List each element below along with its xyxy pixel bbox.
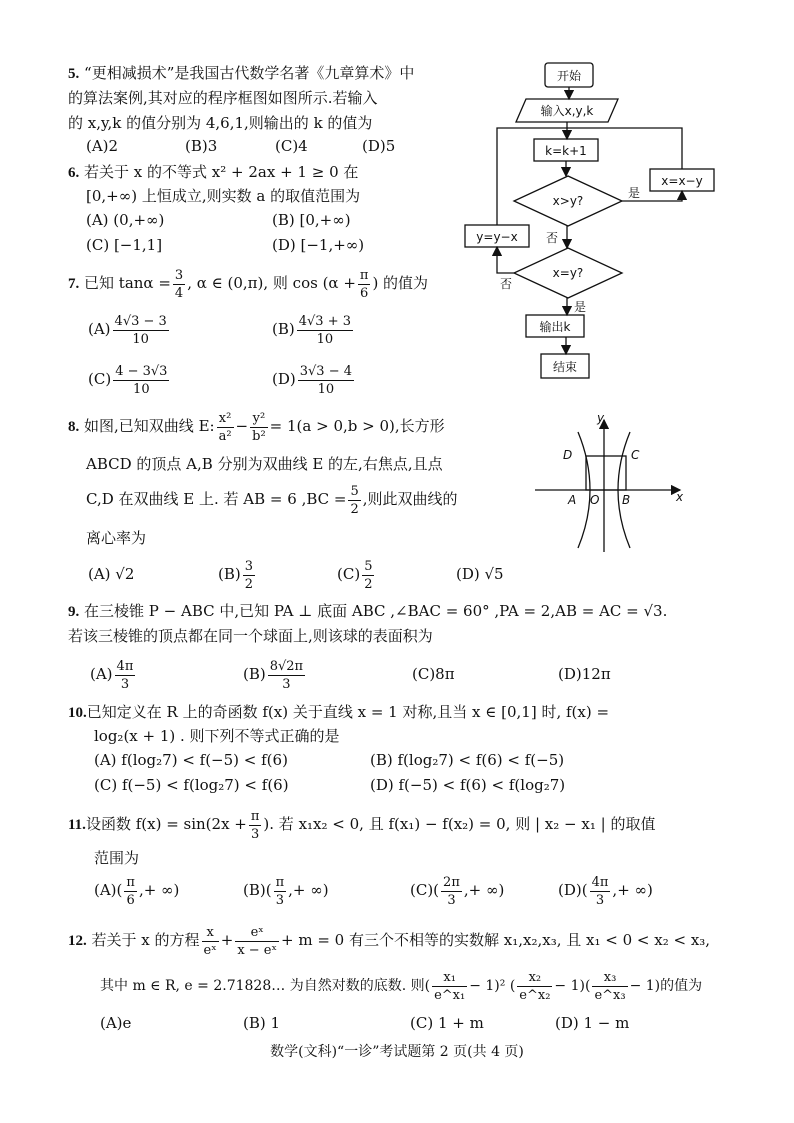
- q8-stem-b: = 1(a > 0,b > 0),长方形: [269, 417, 445, 435]
- flow-no1-label: 否: [545, 231, 559, 245]
- q6-stem-1: 若关于 x 的不等式 x² + 2ax + 1 ≥ 0 在: [84, 163, 359, 181]
- q9-number: 9.: [68, 604, 80, 620]
- origin-label: O: [590, 493, 600, 507]
- q7-option-d: (D) $\frac{3√3 - 4}{10}$: [272, 363, 352, 397]
- q6-line2: [0,+∞) 上恒成立,则实数 a 的取值范围为: [86, 187, 361, 205]
- flow-yes1-label: 是: [627, 186, 641, 200]
- q6-number: 6.: [68, 165, 80, 181]
- q7-option-c: (C) $\frac{4 - 3√3}{10}$: [88, 363, 168, 397]
- flow-k-step-label: k=k+1: [545, 144, 587, 158]
- q8-number: 8.: [68, 419, 80, 435]
- page-footer: 数学(文科)“一诊”考试题第 2 页(共 4 页): [270, 1044, 524, 1060]
- q11-stem: 11.设函数 f(x) = sin(2x + $\frac{\pi}{3}$ ). 若 x₁x₂ < 0, 且 f(x₁) − f(x₂) = 0, 则 | x₂ − x₁ | 的取值: [68, 808, 656, 842]
- q12-line2: 其中 m ∈ R, e = 2.71828… 为自然对数的底数. 则( $\frac{\text{x₁}}{\text{e\textasciicircum{}x₁}}$ − 1)² ( $\frac{\text{x₂}}{\text{e\textasciicircum{}x₂}}$ − 1)( $\frac{\text{x₃}}{\text{e\textasciicircum{}x₃}}$ − 1)的值为: [100, 969, 703, 1003]
- q8-option-a: (A) √2: [88, 565, 135, 583]
- q9-option-c: (C)8π: [412, 665, 455, 683]
- q8-option-b: (B) $\frac{3}{2}$: [218, 558, 254, 592]
- q9-line2: 若该三棱锥的顶点都在同一个球面上,则该球的表面积为: [68, 627, 433, 645]
- q7-pi-fraction: $\frac{\pi}{6}$: [359, 267, 369, 301]
- q12-number: 12.: [68, 933, 87, 949]
- q6-option-a: (A) (0,+∞): [86, 211, 165, 229]
- q10-line2: log₂(x + 1) . 则下列不等式正确的是: [94, 727, 340, 745]
- q8-line3: C,D 在双曲线 E 上. 若 AB = 6 ,BC = $\frac{5}{2}$ ,则此双曲线的: [86, 483, 458, 517]
- q11-number: 11.: [68, 817, 86, 833]
- flow-start-label: 开始: [556, 69, 582, 83]
- y-axis-label: y: [597, 412, 605, 425]
- q7-stem-b: , α ∈ (0,π), 则 cos (α +: [187, 274, 356, 292]
- q12-option-b: (B) 1: [243, 1014, 281, 1032]
- q5-line2: 的算法案例,其对应的程序框图如图所示.若输入: [68, 89, 378, 107]
- flow-output-label: 输出k: [539, 320, 571, 334]
- q11-option-d: (D)( $\frac{4\pi}{3}$ ,+ ∞): [558, 874, 653, 908]
- flow-x-assign-label: x=x−y: [661, 174, 703, 188]
- flow-cond1-label: x>y?: [552, 194, 584, 208]
- q7-number: 7.: [68, 276, 80, 292]
- q8-line4: 离心率为: [86, 529, 147, 547]
- q9-line1: 9. 在三棱锥 P − ABC 中,已知 PA ⊥ 底面 ABC ,∠BAC = 60° ,PA = 2,AB = AC = √3.: [68, 602, 668, 620]
- q9-option-a: (A) $\frac{4\pi}{3}$: [90, 658, 134, 692]
- q10-option-c: (C) f(−5) < f(log₂7) < f(6): [94, 776, 289, 794]
- q12-option-c: (C) 1 + m: [410, 1014, 484, 1032]
- algorithm-flowchart: [458, 58, 718, 383]
- q8-line2: ABCD 的顶点 A,B 分别为双曲线 E 的左,右焦点,且点: [86, 455, 443, 473]
- q8-option-c: (C) $\frac{5}{2}$: [337, 558, 373, 592]
- q12-stem: 12. 若关于 x 的方程 $\frac{x}{\text{eˣ}}$ + $\frac{\text{eˣ}}{\text{x − eˣ}}$ + m = 0 有三个不相等的实数解 x₁,x₂,x₃, 且 x₁ < 0 < x₂ < x₃,: [68, 924, 711, 958]
- q8-bc-fraction: $\frac{5}{2}$: [350, 483, 359, 517]
- q11-line2: 范围为: [94, 849, 140, 867]
- q12-option-d: (D) 1 − m: [555, 1014, 630, 1032]
- q5-option-a: (A)2: [86, 137, 119, 155]
- point-d-label: D: [563, 448, 573, 462]
- q5-option-d: (D)5: [362, 137, 396, 155]
- q11-option-b: (B)( $\frac{\pi}{3}$ ,+ ∞): [243, 874, 329, 908]
- q9-option-b: (B) $\frac{8√2\pi}{3}$: [243, 658, 304, 692]
- q6-option-d: (D) [−1,+∞): [272, 236, 365, 254]
- hyperbola-figure: [530, 412, 690, 557]
- q5-line1: [68, 63, 414, 84]
- q11-option-c: (C)( $\frac{2\pi}{3}$ ,+ ∞): [410, 874, 505, 908]
- q9-option-d: (D)12π: [558, 665, 611, 683]
- flow-input-label: 输入x,y,k: [540, 104, 594, 118]
- q10-line1: 10.已知定义在 R 上的奇函数 f(x) 关于直线 x = 1 对称,且当 x ∈ [0,1] 时, f(x) =: [68, 703, 610, 721]
- q10-option-b: (B) f(log₂7) < f(6) < f(−5): [370, 751, 565, 769]
- q7-stem-c: ) 的值为: [372, 274, 429, 292]
- flow-cond2-label: x=y?: [552, 266, 584, 280]
- q5-stem-1: “更相减损术”是我国古代数学名著《九章算术》中: [84, 64, 415, 82]
- q7-option-b: (B) $\frac{4√3 + 3}{10}$: [272, 313, 351, 347]
- q10-option-d: (D) f(−5) < f(6) < f(log₂7): [370, 776, 566, 794]
- point-b-label: B: [622, 493, 631, 507]
- flow-no2-label: 否: [499, 277, 513, 291]
- q8-stem-a: 如图,已知双曲线 E:: [84, 417, 215, 435]
- q7-stem: [68, 265, 428, 302]
- q10-number: 10.: [68, 705, 87, 721]
- q6-line1: [68, 162, 358, 183]
- q12-option-a: (A)e: [100, 1014, 132, 1032]
- rectangle-abcd: [586, 456, 626, 490]
- flow-yes2-label: 是: [573, 300, 587, 314]
- q8-option-d: (D) √5: [456, 565, 504, 583]
- point-c-label: C: [631, 448, 640, 462]
- q5-option-c: (C)4: [275, 137, 308, 155]
- flow-end-label: 结束: [552, 360, 578, 374]
- q5-option-b: (B)3: [185, 137, 218, 155]
- q8-stem: 8. 如图,已知双曲线 E: $\frac{\text{x²}}{\text{a²}}$ − $\frac{\text{y²}}{\text{b²}}$ = 1(a > 0,b > 0),长方形: [68, 410, 445, 444]
- x-axis-label: x: [676, 490, 684, 504]
- q5-number: 5.: [68, 66, 80, 82]
- q11-option-a: (A)( $\frac{\pi}{6}$ ,+ ∞): [94, 874, 180, 908]
- q7-tan-fraction: $\frac{3}{4}$: [174, 267, 184, 301]
- q6-option-c: (C) [−1,1]: [86, 236, 163, 254]
- q5-line3: 的 x,y,k 的值分别为 4,6,1,则输出的 k 的值为: [68, 114, 373, 132]
- q7-option-a: (A) $\frac{4√3 - 3}{10}$: [88, 313, 167, 347]
- flow-y-assign-label: y=y−x: [476, 230, 518, 244]
- q7-stem-a: 已知 tanα =: [84, 274, 171, 292]
- q6-option-b: (B) [0,+∞): [272, 211, 351, 229]
- point-a-label: A: [568, 493, 577, 507]
- q10-option-a: (A) f(log₂7) < f(−5) < f(6): [94, 751, 288, 769]
